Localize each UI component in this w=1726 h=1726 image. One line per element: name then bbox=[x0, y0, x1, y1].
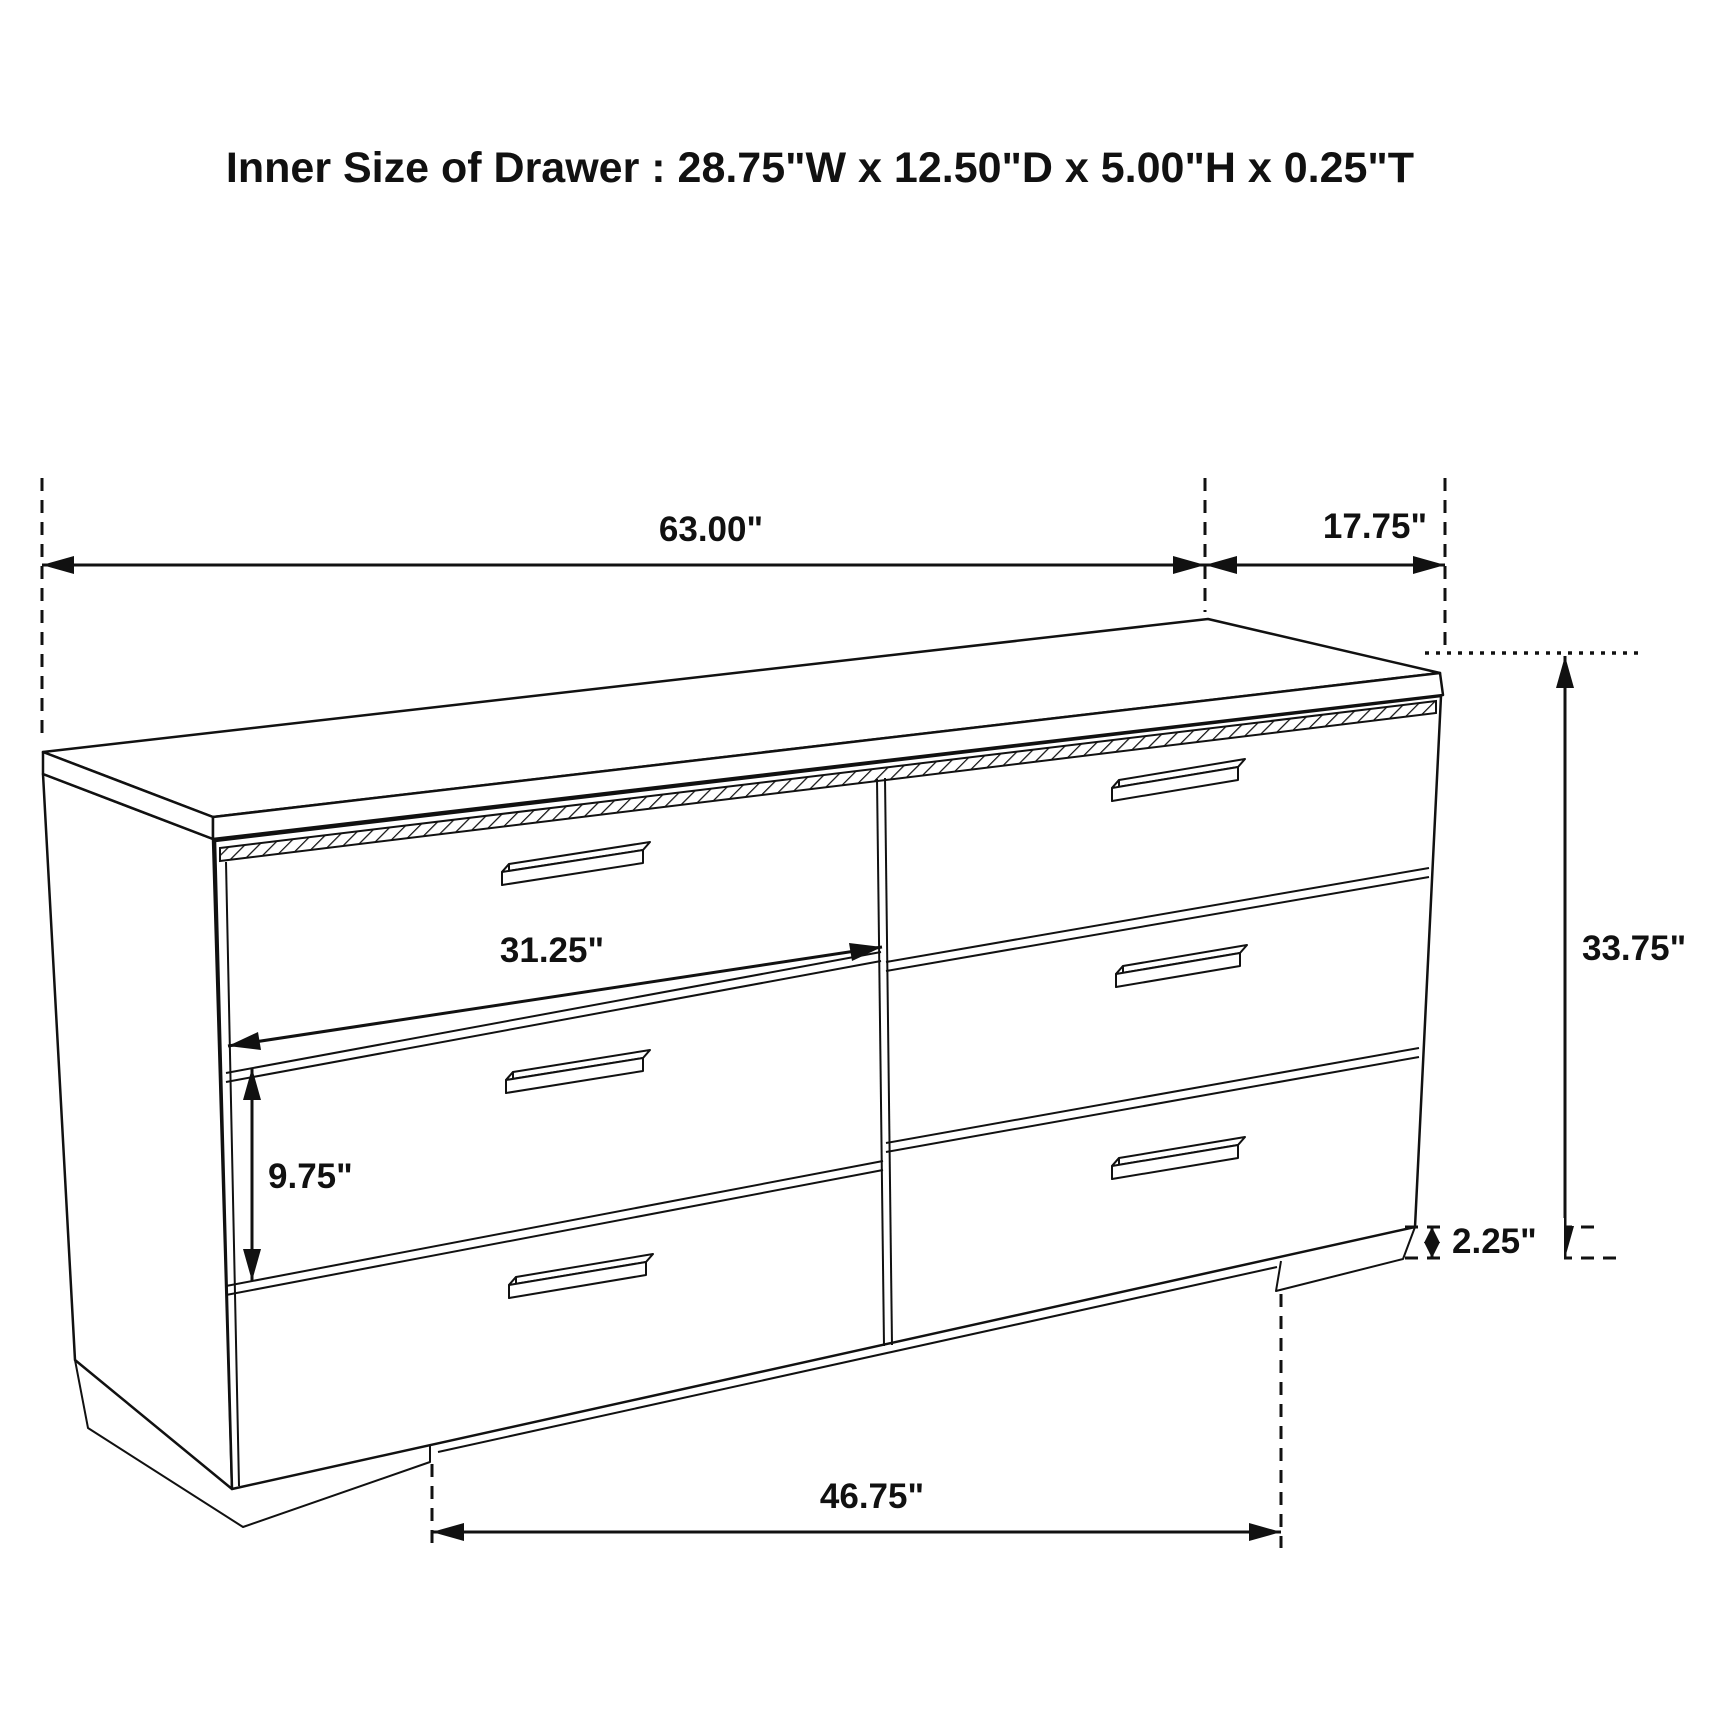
dimension-leg-height bbox=[1405, 1218, 1600, 1261]
dimension-overall-height bbox=[1405, 653, 1686, 1258]
overall-width-label: 63.00" bbox=[658, 510, 764, 549]
diagram-title: Inner Size of Drawer : 28.75"W x 12.50"D x 5.00"H x 0.25"T bbox=[225, 144, 1415, 192]
drawer-width-label: 31.25" bbox=[499, 931, 605, 970]
leg-span-label: 46.75" bbox=[819, 1477, 925, 1516]
overall-depth-label: 17.75" bbox=[1322, 507, 1428, 546]
side-panel bbox=[43, 774, 232, 1489]
overall-height-label: 33.75" bbox=[1582, 929, 1687, 968]
leg-height-label: 2.25" bbox=[1452, 1222, 1537, 1261]
drawer-height-label: 9.75" bbox=[268, 1157, 353, 1196]
dimension-overall-depth bbox=[1205, 478, 1445, 648]
